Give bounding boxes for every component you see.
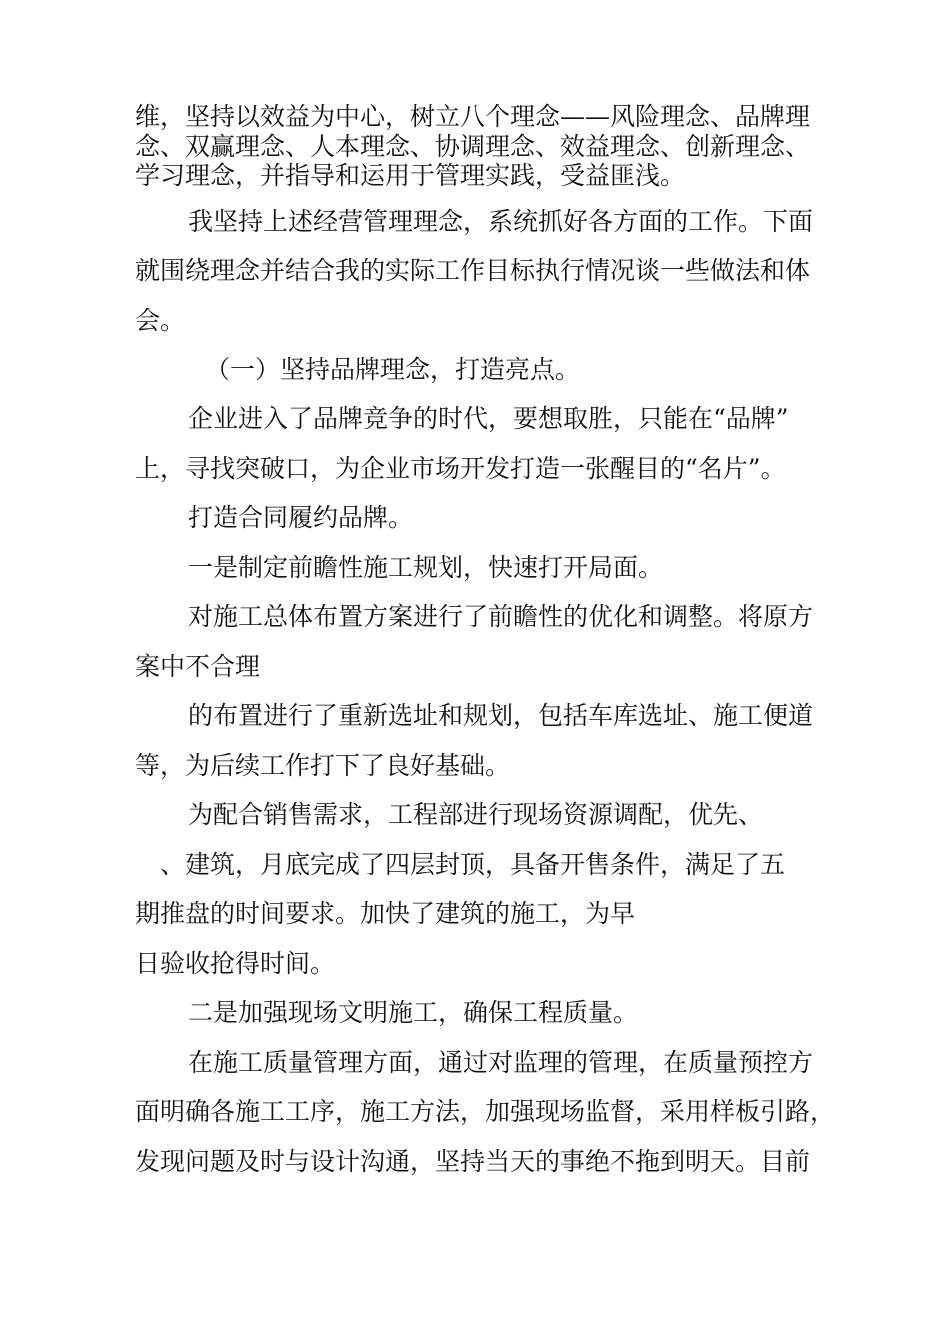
text-line: 学习理念，并指导和运用于管理实践，受益匪浅。 bbox=[135, 161, 686, 190]
text-line: 等，为后续工作打下了良好基础。 bbox=[135, 751, 511, 780]
text-line: 就围绕理念并结合我的实际工作目标执行情况谈一些做法和体 bbox=[135, 256, 811, 285]
paragraph-first-line: 对施工总体布置方案进行了前瞻性的优化和调整。将原方 bbox=[188, 602, 814, 631]
section-heading: （一）坚持品牌理念，打造亮点。 bbox=[205, 355, 581, 384]
text-line: 上，寻找突破口，为企业市场开发打造一张醒目的“名片”。 bbox=[135, 454, 786, 483]
text-line: 案中不合理 bbox=[135, 652, 261, 681]
text-line: 日验收抢得时间。 bbox=[135, 949, 336, 978]
text-line: 会。 bbox=[135, 306, 186, 335]
paragraph-first-line: 企业进入了品牌竞争的时代，要想取胜，只能在“品牌” bbox=[188, 404, 789, 433]
text-line: 发现问题及时与设计沟通，坚持当天的事绝不拖到明天。目前 bbox=[135, 1147, 811, 1176]
paragraph-first-line: 我坚持上述经营管理理念，系统抓好各方面的工作。下面 bbox=[188, 207, 814, 236]
paragraph-first-line: 在施工质量管理方面，通过对监理的管理，在质量预控方 bbox=[188, 1048, 814, 1077]
text-line: 期推盘的时间要求。加快了建筑的施工，为早 bbox=[135, 899, 636, 928]
paragraph-first-line: 二是加强现场文明施工，确保工程质量。 bbox=[188, 998, 639, 1027]
text-line: 维，坚持以效益为中心，树立八个理念——风险理念、品牌理 bbox=[135, 102, 811, 131]
text-line: 念、双赢理念、人本理念、协调理念、效益理念、创新理念、 bbox=[135, 132, 811, 161]
paragraph-first-line: 的布置进行了重新选址和规划，包括车库选址、施工便道 bbox=[188, 701, 814, 730]
paragraph-first-line: 为配合销售需求，工程部进行现场资源调配，优先、 bbox=[188, 800, 764, 829]
text-line: 面明确各施工工序，施工方法，加强现场监督，采用样板引路， bbox=[135, 1097, 836, 1126]
paragraph-first-line: 打造合同履约品牌。 bbox=[188, 503, 414, 532]
paragraph-first-line: 一是制定前瞻性施工规划，快速打开局面。 bbox=[188, 553, 664, 582]
text-line: 、建筑，月底完成了四层封顶，具备开售条件，满足了五 bbox=[160, 850, 786, 879]
